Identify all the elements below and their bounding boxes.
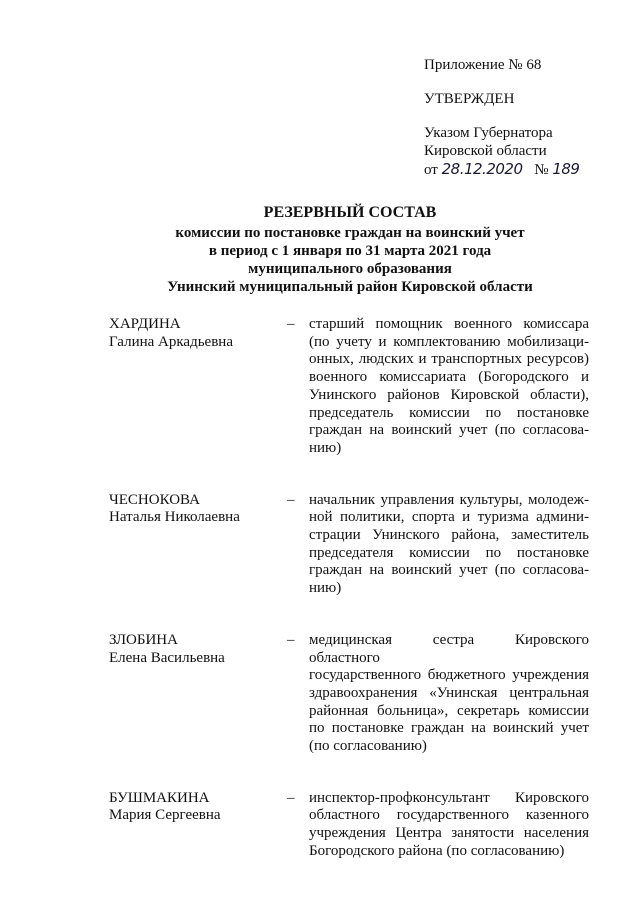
decree-line-2: Кировской области: [424, 143, 547, 159]
role-line: председатель комиссии по постановке: [309, 404, 589, 421]
role-line: нию): [309, 580, 342, 597]
member-role-description: [309, 316, 589, 458]
member-dash: –: [287, 789, 295, 806]
role-line: военного комиссариата (Богородского и: [309, 369, 589, 386]
heading-line-5: Унинский муниципальный район Кировской области: [167, 279, 533, 295]
role-line: граждан на воинский учет (по согласова-: [309, 562, 589, 579]
role-line: по постановке граждан на воинский учет: [309, 720, 589, 737]
member-dash: –: [287, 316, 295, 332]
role-line: инспектор-профконсультант Кировского: [309, 789, 589, 806]
member-role-description: [309, 492, 589, 598]
member-surname: БУШМАКИНА: [109, 789, 210, 806]
role-line: начальник управления культуры, молодеж-: [309, 491, 589, 508]
member-role-description: [309, 632, 589, 756]
handwritten-date: 28.12.2020: [441, 160, 523, 178]
appendix-number: Приложение № 68: [424, 57, 542, 73]
member-dash: –: [287, 491, 295, 508]
role-line: ной политики, спорта и туризма админи-: [309, 509, 589, 526]
member-surname: ЗЛОБИНА: [109, 631, 178, 648]
member-name-block: [109, 492, 287, 598]
role-line: областного государственного казенного: [309, 807, 589, 824]
member-role-description: [309, 790, 589, 861]
role-line: граждан на воинский учет (по согласова-: [309, 422, 589, 439]
approval-block: [424, 56, 624, 179]
member-surname: ЧЕСНОКОВА: [109, 491, 200, 508]
role-line: медицинская сестра Кировского областного: [309, 631, 589, 666]
heading-line-4: муниципального образования: [248, 261, 452, 277]
member-given-name: Галина Аркадьевна: [109, 333, 233, 350]
member-surname: ХАРДИНА: [109, 316, 181, 332]
role-line: (по учету и комплектованию мобилизаци-: [309, 333, 589, 350]
member-name-block: [109, 316, 287, 458]
heading-title: РЕЗЕРВНЫЙ СОСТАВ: [263, 204, 437, 221]
role-line: Богородского района (по согласованию): [309, 842, 565, 859]
member-given-name: Наталья Николаевна: [109, 509, 240, 526]
role-line: нию): [309, 439, 342, 456]
member-dash: –: [287, 631, 295, 648]
role-line: Унинского районов Кировской области),: [309, 386, 589, 403]
member-name-block: [109, 790, 287, 861]
heading-line-3: в период с 1 января по 31 марта 2021 года: [208, 243, 492, 259]
member-name-block: [109, 632, 287, 756]
document-heading: [100, 204, 600, 296]
member-row: [109, 632, 589, 756]
role-line: районная больница», секретарь комиссии: [309, 702, 589, 719]
role-line: (по согласованию): [309, 738, 427, 755]
member-given-name: Елена Васильевна: [109, 649, 225, 666]
member-row: [109, 790, 589, 861]
decree-date-line: [424, 160, 624, 179]
approved-label: УТВЕРЖДЕН: [424, 91, 515, 107]
members-list: [109, 316, 589, 861]
heading-line-2: комиссии по постановке граждан на воинский учет: [175, 225, 525, 241]
decree-line-1: Указом Губернатора: [424, 125, 553, 141]
role-line: здравоохранения «Унинская центральная: [309, 684, 589, 701]
handwritten-number: 189: [552, 160, 580, 178]
role-line: председателя комиссии по постановке: [309, 544, 589, 561]
role-line: страции Унинского района, заместитель: [309, 527, 589, 544]
role-line: учреждения Центра занятости населения: [309, 825, 589, 842]
role-line: старший помощник военного комиссара: [309, 316, 589, 332]
member-row: [109, 492, 589, 598]
role-line: онных, людских и транспортных ресурсов): [309, 351, 589, 368]
number-prefix: №: [534, 162, 549, 178]
role-line: государственного бюджетного учреждения: [309, 667, 589, 684]
member-row: [109, 316, 589, 458]
member-given-name: Мария Сергеевна: [109, 807, 221, 824]
date-prefix: от: [424, 162, 438, 178]
